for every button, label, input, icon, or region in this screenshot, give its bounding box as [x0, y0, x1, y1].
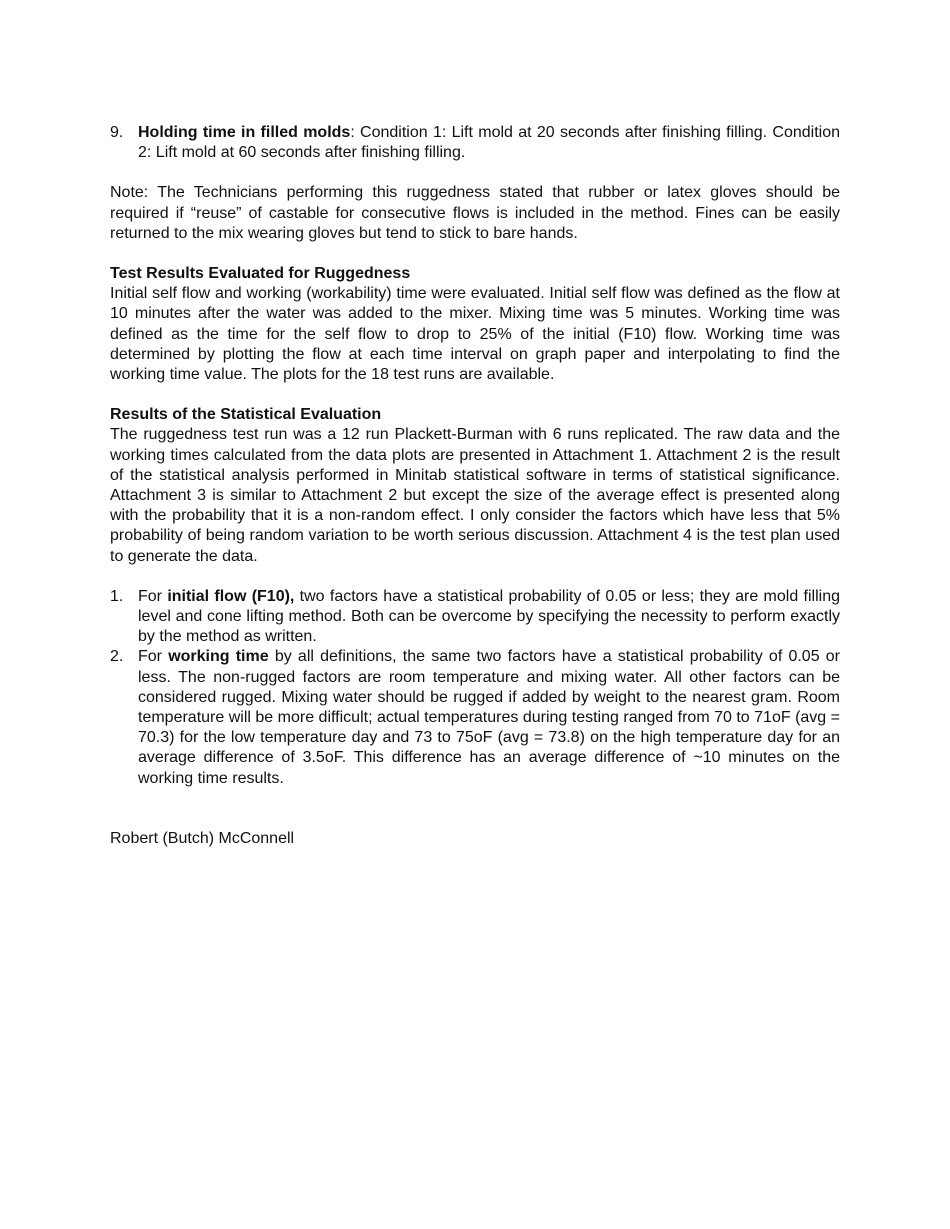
- note-paragraph: Note: The Technicians performing this ruggedness stated that rubber or latex gloves should be required if “reuse” of castable for consecutive flows is included in the method. Fines can be easily returned to the mix wearing gloves but tend to stick to bare hands.: [110, 184, 840, 242]
- finding-item-1: 1. For initial flow (F10), two factors have a statistical probability of 0.05 or less; they are mold filling level and cone lifting method. Both can be overcome by specifying the necessity to perform exactly by the method as written.: [110, 587, 840, 648]
- statistical-body: The ruggedness test run was a 12 run Plackett-Burman with 6 runs replicated. The raw data and the working times calculated from the data plots are presented in Attachment 1. Attachment 2 is the result of the statistical analysis performed in Minitab statistical software in terms of statistical significance. Attachment 3 is similar to Attachment 2 but except the size of the average effect is presented along with the probability that it is a non-random effect. I only consider the factors which have less that 5% probability of being random variation to be worth serious discussion. Attachment 4 is the test plan used to generate the data.: [110, 426, 840, 565]
- signature: Robert (Butch) McConnell: [110, 829, 295, 847]
- statistical-heading: Results of the Statistical Evaluation: [110, 406, 382, 424]
- finding-item-2: 2. For working time by all definitions, the same two factors have a statistical probability of 0.05 or less. The non-rugged factors are room temperature and mixing water. All other factors can be considered rugged. Mixing water should be rugged if added by weight to the nearest gram. Room temperature will be more difficult; actual temperatures during testing ranged from 70 to 71oF (avg = 70.3) for the low temperature day and 73 to 75oF (avg = 73.8) on the high temperature day for an average difference of 3.5oF. This difference has an average difference of ~10 minutes on the working time results.: [110, 647, 840, 788]
- test-results-heading: Test Results Evaluated for Ruggedness: [110, 265, 411, 283]
- item-label: Holding time in filled molds: [138, 124, 351, 141]
- finding-number: 1.: [110, 587, 124, 605]
- finding-term: working time: [168, 648, 269, 666]
- document-content: [110, 123, 840, 849]
- item-text: : Condition 1: Lift mold at 20 seconds after finishing filling. Condition 2: Lift mold at 60 seconds after finishing filling.: [138, 124, 840, 162]
- list-item-9: [110, 123, 840, 163]
- item-number: 9.: [110, 124, 124, 141]
- finding-number: 2.: [110, 648, 124, 666]
- finding-term: initial flow (F10),: [167, 587, 295, 605]
- test-results-body: Initial self flow and working (workability) time were evaluated. Initial self flow was defined as the flow at 10 minutes after the water was added to the mixer. Mixing time was 5 minutes. Working time was defined as the time for the self flow to drop to 25% of the initial (F10) flow. Working time was determined by plotting the flow at each time interval on graph paper and interpolating to find the working time value. The plots for the 18 test runs are available.: [110, 285, 840, 384]
- finding-text: by all definitions, the same two factors have a statistical probability of 0.05 or less. The non-rugged factors are room temperature and mixing water. All other factors can be considered rugged. Mixing water should be rugged if added by weight to the nearest gram. Room temperature will be more difficult; actual temperatures during testing ranged from 70 to 71oF (avg = 70.3) for the low temperature day and 73 to 75oF (avg = 73.8) on the high temperature day for an average difference of 3.5oF. This difference has an average difference of ~10 minutes on the working time results.: [138, 648, 841, 787]
- finding-text: two factors have a statistical probability of 0.05 or less; they are mold filling level and cone lifting method. Both can be overcome by specifying the necessity to perform exactly by the method as written.: [138, 587, 840, 646]
